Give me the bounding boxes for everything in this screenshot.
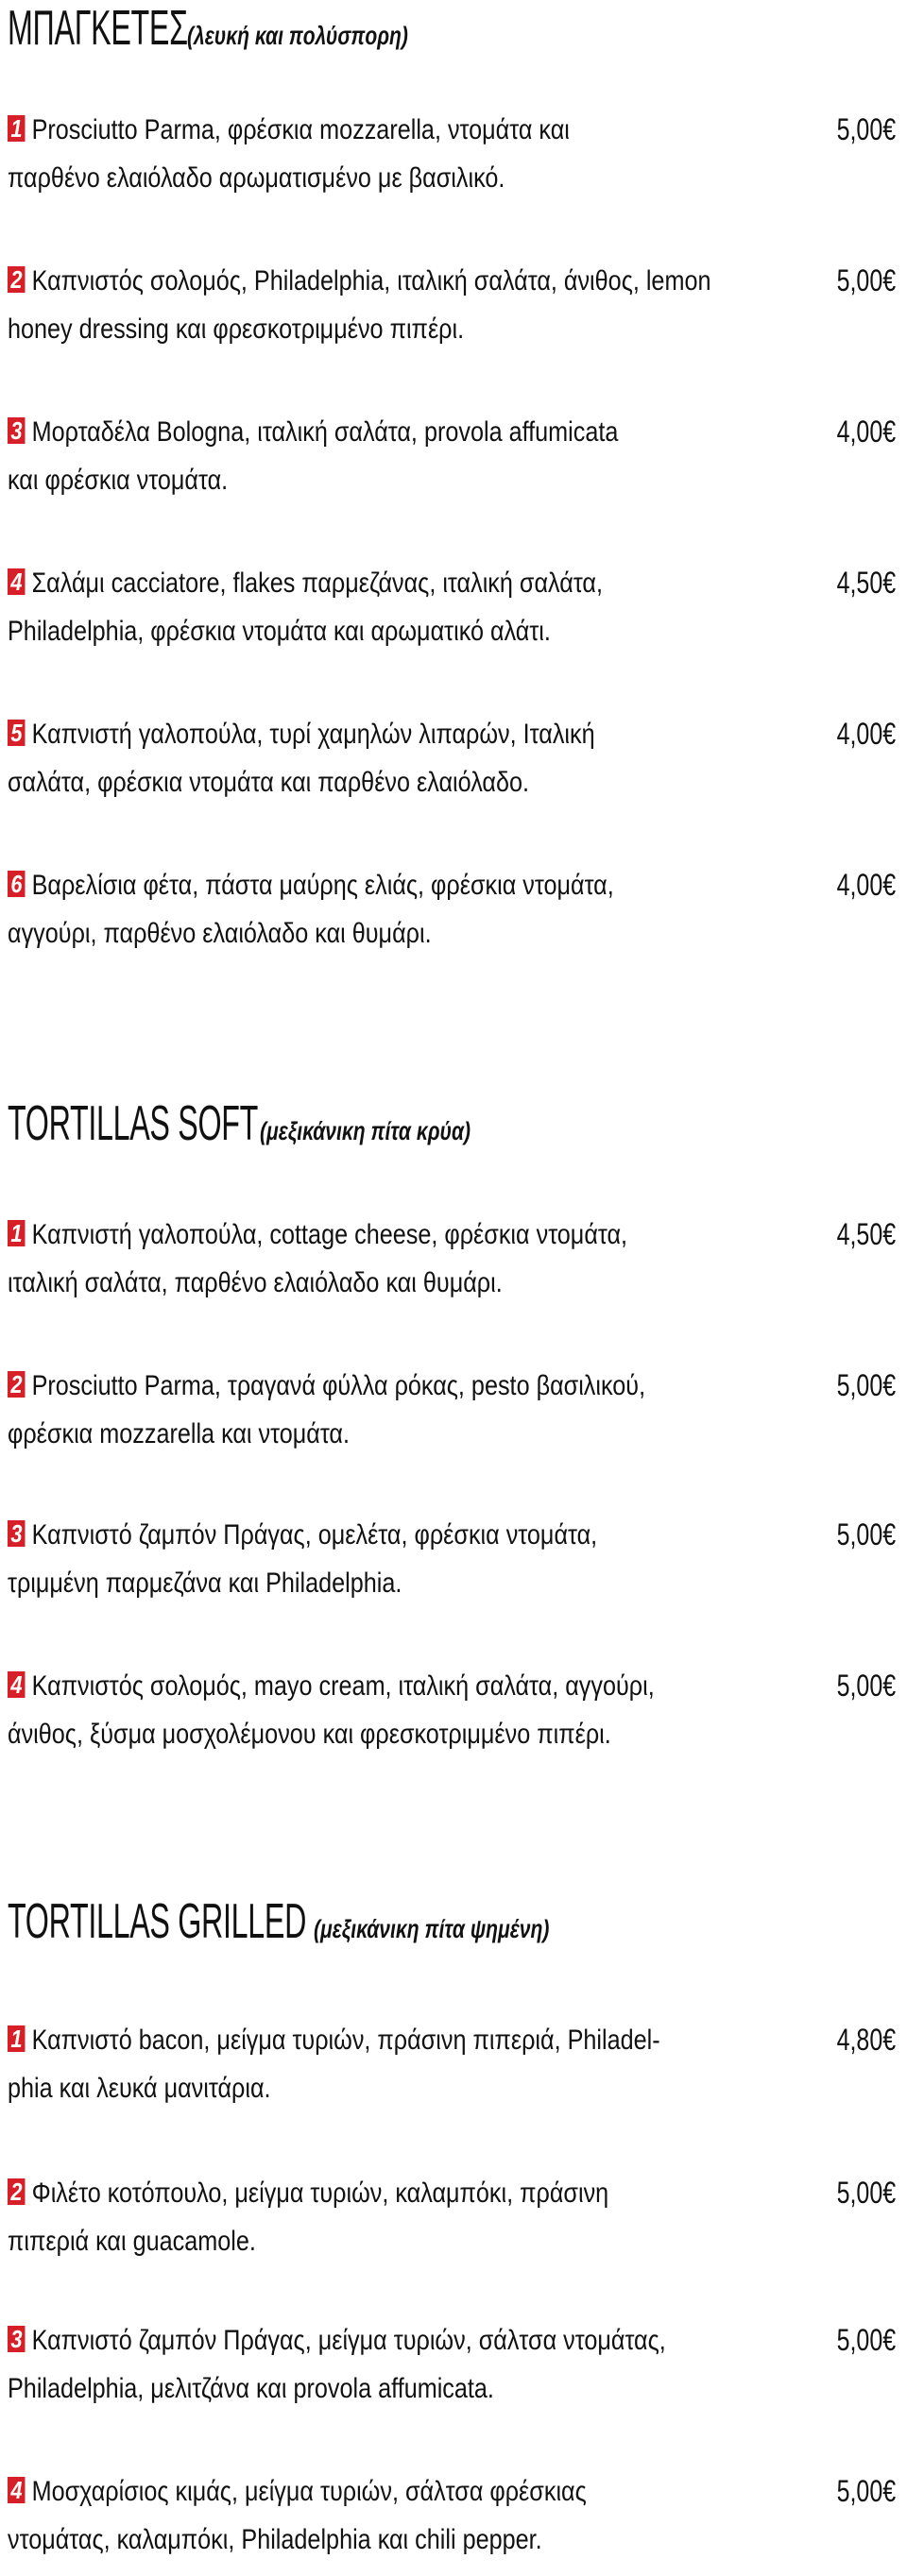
item-line-2: παρθένο ελαιόλαδο αρωματισμένο με βασιλικό.	[8, 162, 505, 194]
item-description	[8, 106, 610, 202]
item-price: 4,00€	[836, 415, 896, 449]
menu-item	[8, 559, 899, 655]
item-line-2: και φρέσκια ντομάτα.	[8, 465, 229, 496]
item-line-2: φρέσκια mozzarella και ντομάτα.	[8, 1418, 351, 1449]
item-line-2: αγγούρι, παρθένο ελαιόλαδο και θυμάρι.	[8, 918, 432, 949]
menu-item	[8, 2169, 899, 2265]
section-title: TORTILLAS SOFT	[8, 1096, 259, 1151]
item-number-badge: 3	[8, 1520, 26, 1547]
item-number-badge: 3	[8, 417, 26, 444]
item-number-badge: 2	[8, 2178, 26, 2205]
item-price: 4,50€	[836, 1217, 896, 1251]
item-number-badge: 3	[8, 2326, 26, 2352]
item-number-badge: 2	[8, 1371, 26, 1398]
menu-item	[8, 1662, 899, 1758]
menu-item	[8, 1211, 899, 1307]
item-line-1: Σαλάμι cacciatore, flakes παρμεζάνας, ιταλική σαλάτα,	[31, 568, 603, 599]
menu-item	[8, 1362, 899, 1458]
item-price: 5,00€	[836, 112, 896, 146]
item-line-2: honey dressing και φρεσκοτριμμένο πιπέρι.	[8, 314, 465, 345]
item-line-1: Prosciutto Parma, τραγανά φύλλα ρόκας, pesto βασιλικού,	[31, 1370, 646, 1401]
item-description	[8, 257, 711, 353]
item-price: 5,00€	[836, 2474, 896, 2508]
item-number-badge: 1	[8, 1220, 26, 1246]
item-line-1: Καπνιστή γαλοπούλα, τυρί χαμηλών λιπαρών, Ιταλική	[31, 719, 595, 750]
item-line-2: ιταλική σαλάτα, παρθένο ελαιόλαδο και θυμάρι.	[8, 1267, 503, 1298]
item-line-1: Καπνιστό bacon, μείγμα τυριών, πράσινη πιπεριά, Philadel-	[31, 2025, 660, 2056]
item-description	[8, 559, 610, 655]
item-description	[8, 1511, 610, 1607]
item-line-1: Καπνιστό ζαμπόν Πράγας, ομελέτα, φρέσκια ντομάτα,	[31, 1519, 598, 1551]
item-description	[8, 710, 610, 806]
section-tortillas-soft	[8, 1095, 899, 1750]
item-line-2: πιπεριά και guacamole.	[8, 2226, 256, 2257]
section-header	[8, 1095, 899, 1152]
item-description	[8, 2169, 610, 2265]
item-line-1: Καπνιστό ζαμπόν Πράγας, μείγμα τυριών, σάλτσα ντομάτας,	[31, 2325, 666, 2356]
item-line-1: Καπνιστή γαλοπούλα, cottage cheese, φρέσκια ντομάτα,	[31, 1219, 628, 1250]
section-subtitle: (λευκή και πολύσπορη)	[186, 22, 408, 50]
item-description	[8, 2316, 666, 2413]
item-number-badge: 4	[8, 1671, 26, 1698]
item-price: 5,00€	[836, 2323, 896, 2357]
menu-item	[8, 1511, 899, 1607]
item-number-badge: 2	[8, 266, 26, 293]
item-number-badge: 1	[8, 115, 26, 142]
item-price: 5,00€	[836, 1517, 896, 1551]
item-line-1: Prosciutto Parma, φρέσκια mozzarella, ντομάτα και	[31, 114, 570, 145]
item-price: 5,00€	[836, 1669, 896, 1703]
item-line-1: Μοσχαρίσιος κιμάς, μείγμα τυριών, σάλτσα φρέσκιας	[31, 2476, 587, 2507]
item-description	[8, 1662, 655, 1758]
section-subtitle: (μεξικάνικη πίτα ψημένη)	[313, 1915, 550, 1943]
menu-item	[8, 2016, 899, 2112]
item-line-2: Philadelphia, φρέσκια ντομάτα και αρωματικό αλάτι.	[8, 616, 551, 647]
item-line-1: Μορταδέλα Bologna, ιταλική σαλάτα, provola affumicata	[31, 416, 619, 448]
item-line-2: ντομάτας, καλαμπόκι, Philadelphia και chili pepper.	[8, 2524, 542, 2555]
item-number-badge: 5	[8, 720, 26, 746]
item-price: 4,80€	[836, 2023, 896, 2057]
item-line-2: άνιθος, ξύσμα μοσχολέμονου και φρεσκοτριμμένο πιπέρι.	[8, 1719, 611, 1750]
section-header	[8, 0, 899, 57]
item-number-badge: 6	[8, 871, 26, 897]
item-description	[8, 2016, 660, 2112]
menu-item	[8, 257, 899, 353]
item-description	[8, 2467, 610, 2564]
section-baguettes	[8, 0, 899, 949]
item-line-1: Βαρελίσια φέτα, πάστα μαύρης ελιάς, φρέσκια ντομάτα,	[31, 870, 614, 901]
item-number-badge: 4	[8, 2477, 26, 2503]
menu-item	[8, 408, 899, 504]
item-price: 4,50€	[836, 566, 896, 600]
item-line-1: Καπνιστός σολομός, Philadelphia, ιταλική σαλάτα, άνιθος, lemon	[31, 265, 711, 297]
item-price: 5,00€	[836, 2176, 896, 2210]
section-title: ΜΠΑΓΚΕΤΕΣ	[8, 1, 188, 56]
section-tortillas-grilled	[8, 1893, 899, 2555]
item-number-badge: 4	[8, 568, 26, 595]
item-price: 5,00€	[836, 1368, 896, 1402]
item-line-2: σαλάτα, φρέσκια ντομάτα και παρθένο ελαιόλαδο.	[8, 767, 530, 798]
item-description	[8, 1362, 646, 1458]
menu-item	[8, 2467, 899, 2564]
item-price: 4,00€	[836, 868, 896, 902]
menu-item	[8, 106, 899, 202]
item-description	[8, 1211, 628, 1307]
item-line-2: phia και λευκά μανιτάρια.	[8, 2073, 271, 2104]
item-description	[8, 861, 614, 958]
item-line-1: Καπνιστός σολομός, mayo cream, ιταλική σαλάτα, αγγούρι,	[31, 1670, 655, 1702]
menu-item	[8, 2316, 899, 2413]
menu-item	[8, 710, 899, 806]
item-line-1: Φιλέτο κοτόπουλο, μείγμα τυριών, καλαμπόκι, πράσινη	[31, 2178, 609, 2209]
item-line-2: τριμμένη παρμεζάνα και Philadelphia.	[8, 1568, 402, 1599]
section-header	[8, 1893, 899, 1950]
section-subtitle: (μεξικάνικη πίτα κρύα)	[260, 1117, 471, 1145]
item-price: 5,00€	[836, 263, 896, 297]
item-number-badge: 1	[8, 2025, 26, 2052]
section-title: TORTILLAS GRILLED	[8, 1894, 307, 1949]
item-price: 4,00€	[836, 717, 896, 751]
menu-item	[8, 861, 899, 958]
item-description	[8, 408, 619, 504]
item-line-2: Philadelphia, μελιτζάνα και provola affumicata.	[8, 2373, 494, 2404]
